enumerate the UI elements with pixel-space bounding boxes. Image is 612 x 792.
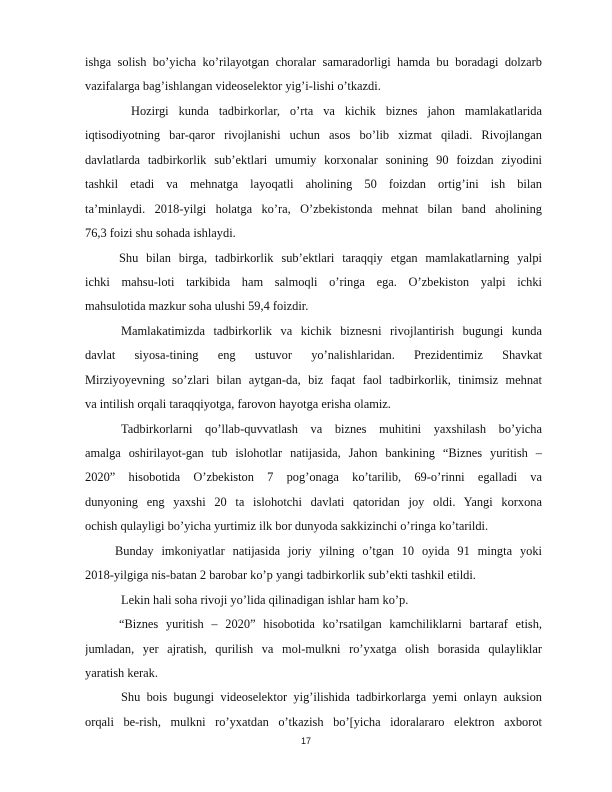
paragraph [85, 99, 542, 246]
text-line: 2018-yilgiga nis-batan 2 barobar ko’p yangi tadbirkorlik sub’ekti tashkil etildi. [85, 568, 476, 583]
text-line: tashkil etadi va mehnatga layoqatli aholining 50 foizdan ortig’ini ish bilan [85, 177, 542, 192]
text-line: yaratish kerak. [85, 665, 158, 680]
text-line: Bunday imkoniyatlar natijasida joriy yilning o’tgan 10 oyida 91 mingta yoki [115, 543, 542, 558]
text-line: iqtisodiyotning bar-qaror rivojlanishi uchun asos bo’lib xizmat qiladi. Rivojlangan [85, 128, 542, 143]
text-line: va intilish orqali taraqqiyotga, farovon hayotga erisha olamiz. [85, 397, 391, 412]
paragraph [85, 588, 542, 612]
paragraph [85, 539, 542, 588]
text-line: “Biznes yuritish – 2020” hisobotida ko’rsatilgan kamchiliklarni bartaraf etish, [119, 617, 542, 632]
text-line: Shu bois bugungi videoselektor yig’ilishida tadbirkorlarga yemi onlayn auksion [121, 690, 542, 705]
text-line: ishga solish bo’yicha ko’rilayotgan choralar samaradorligi hamda bu boradagi dolzarb [85, 55, 542, 69]
text-line: Mirziyoyevning so’zlari bilan aytgan-da, biz faqat faol tadbirkorlik, tinimsiz mehnat [85, 372, 542, 387]
text-line: mahsulotida mazkur soha ulushi 59,4 foizdir. [85, 299, 309, 314]
document-page [85, 50, 542, 734]
text-line: vazifalarga bag’ishlangan videoselektor yig’i-lishi o’tkazdi. [85, 79, 381, 94]
text-line: davlatlarda tadbirkorlik sub’ektlari umumiy korxonalar sonining 90 foizdan ziyodini [85, 152, 542, 167]
text-line: ichki mahsu-loti tarkibida ham salmoqli o’ringa ega. O’zbekiston yalpi ichki [85, 274, 542, 289]
text-line: Shu bilan birga, tadbirkorlik sub’ektlari taraqqiy etgan mamlakatlarning yalpi [119, 250, 542, 265]
paragraph [85, 246, 542, 319]
text-line: orqali be-rish, mulkni ro’yxatdan o’tkazish bo’[yicha idoralararo elektron axborot [85, 714, 542, 729]
paragraph [85, 417, 542, 539]
text-line: davlat siyosa-tining eng ustuvor yo’nalishlaridan. Prezidentimiz Shavkat [85, 348, 542, 363]
text-line: 76,3 foizi shu sohada ishlaydi. [85, 226, 236, 241]
text-line: Tadbirkorlarni qo’llab-quvvatlash va biznes muhitini yaxshilash bo’yicha [121, 421, 542, 436]
text-line: jumladan, yer ajratish, qurilish va mol-mulkni ro’yxatga olish borasida qulayliklar [85, 641, 542, 656]
text-line: 2020” hisobotida O’zbekiston 7 pog’onaga ko’tarilib, 69-o’rinni egalladi va [85, 470, 542, 485]
text-line: Mamlakatimizda tadbirkorlik va kichik biznesni rivojlantirish bugungi kunda [121, 323, 542, 338]
paragraph [85, 685, 542, 734]
text-line: ta’minlaydi. 2018-yilgi holatga ko’ra, O’zbekistonda mehnat bilan band aholining [85, 201, 542, 216]
text-line: Hozirgi kunda tadbirkorlar, o’rta va kichik biznes jahon mamlakatlarida [131, 103, 542, 118]
text-line: amalga oshirilayot-gan tub islohotlar natijasida, Jahon bankining “Biznes yuritish – [85, 446, 542, 460]
text-line: Lekin hali soha rivoji yo’lida qilinadigan ishlar ham ko’p. [121, 592, 409, 607]
text-line: dunyoning eng yaxshi 20 ta islohotchi davlati qatoridan joy oldi. Yangi korxona [85, 494, 542, 509]
paragraph [85, 50, 542, 99]
text-line: ochish qulayligi bo’yicha yurtimiz ilk bor dunyoda sakkizinchi o’ringa ko’tarildi. [85, 519, 489, 534]
page-number: 17 [300, 736, 311, 746]
paragraph [85, 612, 542, 685]
paragraph [85, 319, 542, 417]
